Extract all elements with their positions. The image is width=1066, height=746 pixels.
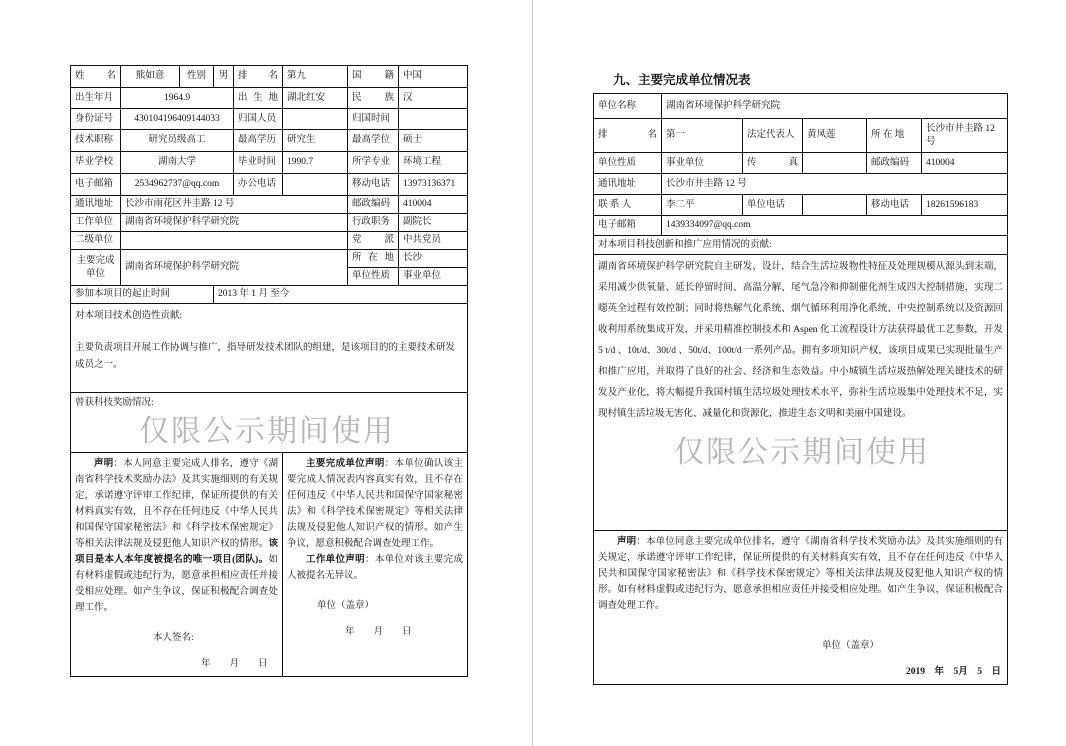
awards-label: 曾获科技奖励情况:: [75, 398, 154, 408]
work-decl-title: 工作单位声明: [306, 555, 365, 565]
gender-value: 男: [214, 66, 234, 88]
postcode-value: 410004: [399, 196, 468, 214]
nationality-value: 中国: [399, 66, 468, 88]
address-label: 通讯地址: [71, 196, 121, 214]
declaration-bold: 该项目是本人本年度被提名的唯一项目(团队)。: [75, 539, 278, 565]
nominee-info-table: [70, 65, 468, 677]
party-label: 党 派: [348, 232, 399, 250]
unit-type-value: 事业单位: [399, 268, 468, 286]
location-label: 所 在 地: [867, 119, 922, 153]
location-label: 所 在 地: [348, 250, 399, 268]
awards-cell: [71, 393, 468, 453]
returnee-value: [283, 109, 348, 130]
address-value: 长沙市井圭路 12 号: [662, 174, 1008, 195]
contribution-text: 湖南省环境保护科学研究院自主研发、设计，结合生活垃圾物性特征及处理规模从源头到末端，采用减少供氧量、延长停留时间、高温分解、尾气急冷和抑制催化剂生成四大控制措施，实现二噁英全过程有效控制；同时将热解气化系统、烟气循环利用净化系统、中央控制系统以及资源回收利用系统集成开发，并采用精准控制技术和 Aspen 化工流程设计方法获得最优工艺参数，开发 5 t/d 、10t/d、30t/d 、50t/d、100t/d 一系列产品。拥有多项知识产权，该项目成果已实现批量生产和推广应用，并取得了良好的社会、经济和生态效益。中小城镇生活垃圾热解处理关键技术的研发及产业化，将大幅提升我国村镇生活垃圾处理技术水平，弥补生活垃圾集中处理技术不足，实现村镇生活垃圾无害化、减量化和资源化，推进生态文明和美丽中国建设。: [598, 262, 1004, 419]
employer-label: 工作单位: [71, 214, 121, 232]
mobile-value: 18261596183: [922, 195, 1008, 216]
declaration-title: 声明: [617, 537, 637, 547]
period-value: 2013 年 1 月 至今: [214, 286, 468, 304]
rank-value: 第一: [662, 119, 743, 153]
title-value: 研究员级高工: [121, 130, 234, 152]
degree-value: 硕士: [399, 130, 468, 152]
position-label: 行政职务: [348, 214, 399, 232]
birthplace-value: 湖北红安: [283, 88, 348, 109]
id-label: 身份证号: [71, 109, 121, 130]
unit-name-label: 单位名称: [594, 94, 662, 119]
title-label: 技术职称: [71, 130, 121, 152]
employer-value: 湖南省环境保护科学研究院: [121, 214, 348, 232]
rank-label: 排 名: [594, 119, 662, 153]
location-value: 长沙: [399, 250, 468, 268]
birthplace-label: 出 生 地: [234, 88, 283, 109]
return-time-value: [399, 109, 468, 130]
signature-date: 年 月 日: [201, 659, 268, 669]
personal-declaration: [71, 453, 283, 677]
unit-type-value: 事业单位: [662, 153, 743, 174]
degree-label: 最高学位: [348, 130, 399, 152]
signature-label: 本人签名:: [153, 633, 194, 643]
major-value: 环境工程: [399, 152, 468, 174]
office-phone-value: [283, 174, 348, 196]
watermark-left: 仅限公示期间使用: [139, 414, 395, 449]
legal-rep-label: 法定代表人: [743, 119, 803, 153]
unit-phone-label: 单位电话: [743, 195, 803, 216]
postcode-value: 410004: [922, 153, 1008, 174]
school-value: 湖南大学: [121, 152, 234, 174]
mobile-label: 移动电话: [867, 195, 922, 216]
location-value: 长沙市井圭路 12 号: [922, 119, 1008, 153]
contribution-label: 对本项目技术创造性贡献:: [75, 311, 183, 321]
grad-label: 毕业时间: [234, 152, 283, 174]
contribution-text: 主要负责项目开展工作协调与推广，指导研发技术团队的组建，是该项目的的主要技术研发成员之一。: [75, 343, 456, 370]
email-value: 1439334097@qq.com: [662, 216, 1008, 236]
name-label: 姓 名: [71, 66, 121, 88]
fax-label: 传 真: [743, 153, 803, 174]
school-label: 毕业学校: [71, 152, 121, 174]
id-value: 430104196409144033: [121, 109, 234, 130]
return-time-label: 归国时间: [348, 109, 399, 130]
address-label: 通讯地址: [594, 174, 662, 195]
seal-label: 单位（盖章）: [317, 601, 375, 611]
major-label: 所学专业: [348, 152, 399, 174]
unit-info-table: [593, 93, 1008, 685]
edu-label: 最高学历: [234, 130, 283, 152]
seal-date: 年 月 日: [345, 627, 412, 637]
ethnicity-value: 汉: [399, 88, 468, 109]
party-value: 中共党员: [399, 232, 468, 250]
unit-decl-text: ：本单位确认该主要完成人情况表内容真实有效，且不存在任何违反《中华人民共和国保守国家秘密法》和《科学技术保密规定》等相关法律法规及侵犯他人知识产权的情形。如产生争议，愿意积极配合调查处理工作。: [287, 459, 463, 549]
page-divider: [532, 0, 533, 746]
legal-rep-value: 黄凤莲: [803, 119, 867, 153]
unit-declaration: [594, 531, 1008, 685]
declaration-text: ：本单位同意主要完成单位排名，遵守《湖南省科学技术奖励办法》及其实施细则的有关规定，承诺遵守评审工作纪律，保证所提供的有关材料真实有效，且不存在任何违反《中华人民共和国保守国家秘密法》和《科学技术保密规定》等相关法律法规及侵犯他人知识产权的情形。如有材料虚假或违纪行为，愿意承担相应责任并接受相应处理。如产生争议，保证积极配合调查处理工作。: [598, 537, 1004, 611]
ethnicity-label: 民 族: [348, 88, 399, 109]
email-value: 2534962737@qq.com: [121, 174, 234, 196]
contact-label: 联 系 人: [594, 195, 662, 216]
watermark-right: 仅限公示期间使用: [674, 435, 930, 470]
unit-name-value: 湖南省环境保护科学研究院: [662, 94, 1008, 119]
declaration-tail: 如有材料虚假或违纪行为，愿意承担相应责任并接受相应处理。如产生争议，保证积极配合调查处理工作。: [75, 555, 278, 613]
contribution-cell: [71, 304, 468, 393]
grad-value: 1990.7: [283, 152, 348, 174]
name-value: 熊如意: [121, 66, 180, 88]
postcode-label: 邮政编码: [867, 153, 922, 174]
declaration-text: ：本人同意主要完成人排名，遵守《湖南省科学技术奖励办法》及其实施细则的有关规定，承诺遵守评审工作纪律，保证所提供的有关材料真实有效，且不存在任何违反《中华人民共和国保守国家秘密法》和《科学技术保密规定》等相关法律法规及侵犯他人知识产权的情形。: [75, 459, 278, 549]
unit-type-label: 单位性质: [594, 153, 662, 174]
email-label: 电子邮箱: [594, 216, 662, 236]
unit-type-label: 单位性质: [348, 268, 399, 286]
birth-value: 1964.9: [121, 88, 234, 109]
unit-decl-title: 主要完成单位声明: [306, 459, 385, 469]
postcode-label: 邮政编码: [348, 196, 399, 214]
sub-unit-value: [121, 232, 348, 250]
nationality-label: 国 籍: [348, 66, 399, 88]
edu-value: 研究生: [283, 130, 348, 152]
contact-value: 李二平: [662, 195, 743, 216]
rank-value: 第九: [283, 66, 348, 88]
address-value: 长沙市雨花区井圭路 12 号: [121, 196, 348, 214]
section-title: 九、主要完成单位情况表: [613, 73, 751, 87]
mobile-label: 移动电话: [348, 174, 399, 196]
seal-date: 2019 年 5月 5 日: [906, 667, 1002, 677]
rank-label: 排 名: [234, 66, 283, 88]
sub-unit-label: 二级单位: [71, 232, 121, 250]
office-phone-label: 办公电话: [234, 174, 283, 196]
unit-phone-value: [803, 195, 867, 216]
declaration-title: 声明: [94, 459, 114, 469]
main-unit-label: 主要完成单位: [71, 250, 121, 286]
position-value: 副院长: [399, 214, 468, 232]
work-decl-text: ：本单位对该主要完成人被提名无异议。: [287, 555, 463, 581]
period-label: 参加本项目的起止时间: [71, 286, 214, 304]
birth-label: 出生年月: [71, 88, 121, 109]
fax-value: [803, 153, 867, 174]
returnee-label: 归国人员: [234, 109, 283, 130]
gender-label: 性别: [180, 66, 214, 88]
seal-label: 单位（盖章）: [822, 641, 880, 651]
email-label: 电子邮箱: [71, 174, 121, 196]
unit-declaration: [283, 453, 468, 677]
main-unit-value: 湖南省环境保护科学研究院: [121, 250, 348, 286]
mobile-value: 13973136371: [399, 174, 468, 196]
contribution-cell: [594, 255, 1008, 531]
contribution-label: 对本项目科技创新和推广应用情况的贡献:: [594, 236, 1008, 255]
